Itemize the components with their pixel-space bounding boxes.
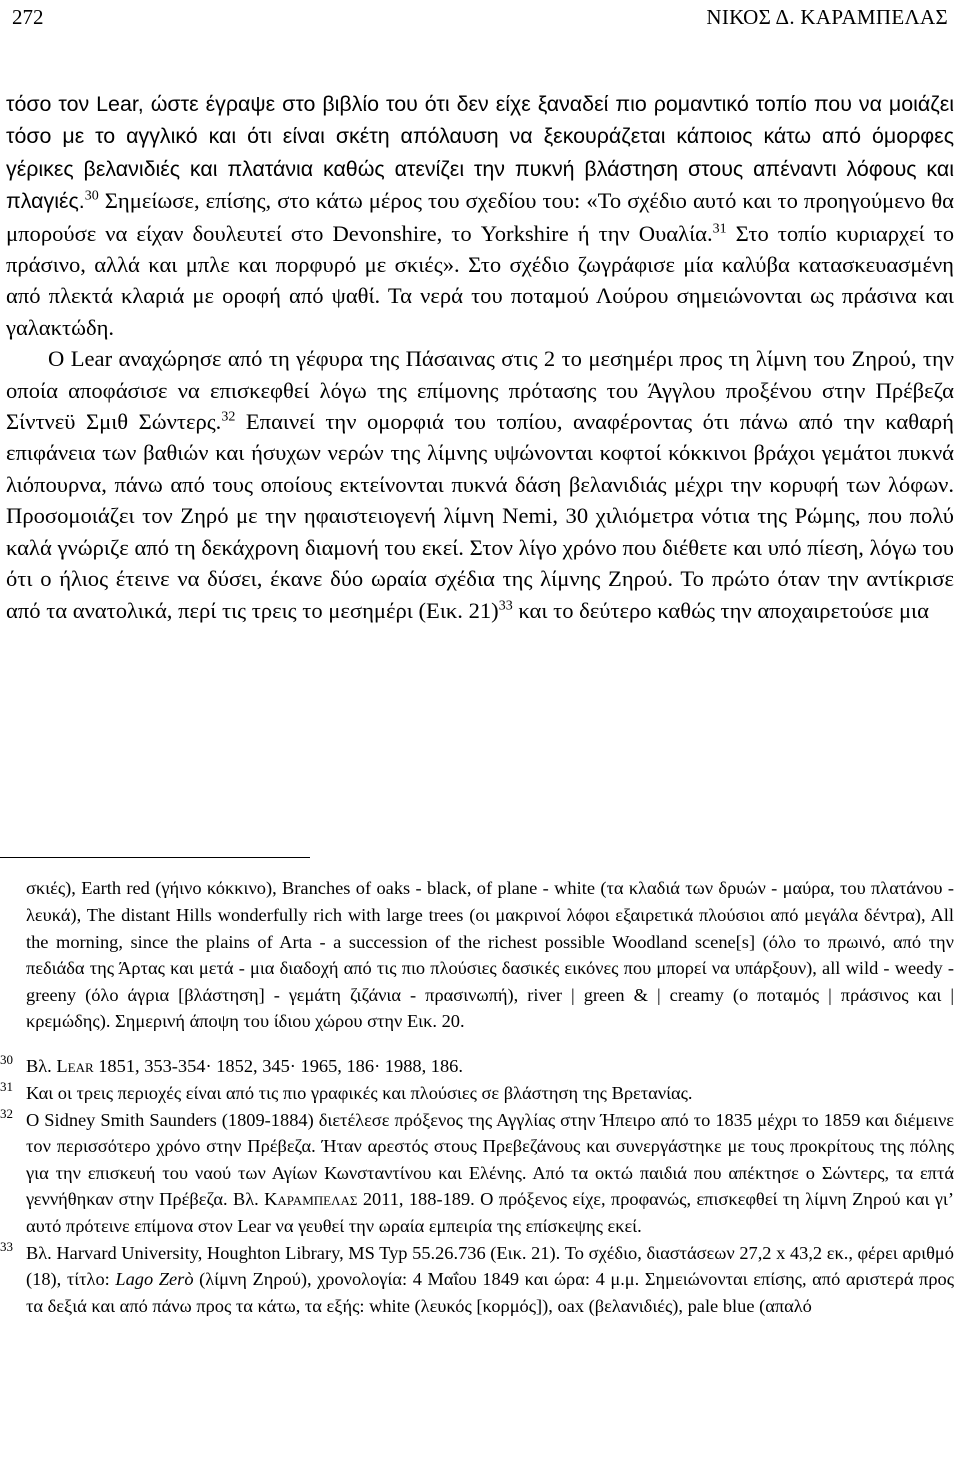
footnote-number-33: 33 — [0, 1238, 13, 1254]
footnote-continuation — [6, 875, 954, 1035]
running-head: ΝΙΚΟΣ Δ. ΚΑΡΑΜΠΕΛΑΣ — [706, 5, 948, 29]
paragraph-2 — [6, 343, 954, 626]
footnotes — [0, 857, 954, 1319]
paragraph-1-part-3: Στο τοπίο κυριαρχεί το πράσινο, αλλά και μπλε και πορφυρό με σκιές». — [6, 220, 955, 278]
footnote-number-32: 32 — [0, 1105, 13, 1121]
footnote-ref-31[interactable]: 31 — [712, 221, 727, 237]
footnote-ref-32[interactable]: 32 — [221, 409, 236, 425]
paragraph-2-part-1: Ο Lear αναχώρησε από τη γέφυρα της Πάσαινας στις 2 το μεσημέρι προς τη λίμνη του Ζηρού, την οποία αποφάσισε να επισκεφθεί λόγω της επίμονης πρότασης του Άγγλου προξένου στην Πρέβεζα Σίντνεϋ Σμιθ Σώντερς. — [6, 346, 954, 435]
paragraph-2-part-3: και το δεύτερο καθώς την αποχαιρετούσε μια — [518, 597, 929, 623]
paragraph-1-part-4: Στο σχέδιο ζωγράφισε μία καλύβα κατασκευασμένη από πλεκτά κλαριά με οροφή από ψαθί. Τα νερά του ποταμού Λούρου σημειώνονται ως πράσινα και γαλακτώδη. — [6, 252, 954, 340]
footnote-33 — [0, 1238, 954, 1320]
footnote-number-31: 31 — [0, 1078, 13, 1094]
page-number: 272 — [12, 5, 44, 29]
footnote-30-post: 1851, 353-354· 1852, 345· 1965, 186· 1988, 186. — [98, 1056, 463, 1077]
footnote-32-post: 2011, 188-189. Ο πρόξενος είχε, προφανώς, επισκεφθεί τη λίμνη Ζηρού και γι’ αυτό πρότεινε επίμονα στον Lear να γευθεί την ωραία εμπειρία της επίσκεψης εκεί. — [26, 1189, 954, 1236]
footnote-ref-33[interactable]: 33 — [498, 598, 513, 614]
footnote-30-author: Lear — [56, 1056, 94, 1077]
footnote-32-pre: Ο Sidney Smith Saunders (1809-1884) διετέλεσε πρόξενος της Αγγλίας στην Ήπειρο από το 1835 μέχρι το 1859 και διέμεινε τον περισσότερο χρόνο στην Πρέβεζα. Ήταν αρεστός στους Πρεβεζάνους και συνεργάστηκε με τους προκρίτους της πόλης για την επισκευή του ναού των Αγίων Κωνσταντίνου και Ελένης. Από τα οκτώ παιδιά που απέκτησε ο Σώντερς, τα επτά γεννήθηκαν στην Πρέβεζα. Βλ. — [26, 1109, 954, 1210]
paragraph-1-part-2: Σημείωσε, επίσης, στο κάτω μέρος του σχεδίου του: «Το σχέδιο αυτό και το προηγούμενο θα μπορούσε να είχαν δουλευτεί στο Devonshire, το Yorkshire ή την Ουαλία. — [6, 188, 954, 246]
footnote-ref-30[interactable]: 30 — [84, 188, 99, 204]
footnote-number-30: 30 — [0, 1052, 13, 1068]
footnote-32 — [0, 1105, 954, 1240]
footnote-32-author: Καραμπελας — [264, 1189, 358, 1210]
footnote-30-pre: Βλ. — [26, 1056, 52, 1077]
footnote-continuation-text: σκιές), Earth red (γήινο κόκκινο), Branches of oaks - black, of plane - white (τα κλαδιά των δρυών - μαύρα, του πλατάνου - λευκά), The distant Hills wonderfully rich with large trees (οι μακρινοί λόφοι εξαιρετικά πλούσιοι από μεγάλα δέντρα), All the morning, since the plains of Arta - a succession of the richest possible Woodland scene[s] (όλο το πρωινό, από την πεδιάδα της Άρτας και μετά - μια διαδοχή από τις πιο πλούσιες δασικές εικόνες που μπορεί να υπάρξουν), all wild - weedy - greeny (όλο άγρια [βλάστηση] - γεμάτη ζιζάνια - πρασινωπή), river | green & | creamy (ο ποταμός | πράσινος και | κρεμώδης). Σημερινή άποψη του ίδιου χώρου στην Εικ. 20. — [26, 878, 954, 1032]
footnote-33-post: (λίμνη Ζηρού), χρονολογία: 4 Μαΐου 1849 και ώρα: 4 μ.μ. Σημειώνονται επίσης, από αριστερά προς τα δεξιά και από πάνω προς τα κάτω, τα εξής: white (λευκός [κορμός]), oax (βελανιδιές), pale blue (απαλό — [26, 1269, 954, 1316]
paragraph-2-part-2: Επαινεί την ομορφιά του τοπίου, αναφέροντας ότι πάνω από την καθαρή επιφάνεια των βαθιών και ήσυχων νερών της λίμνης υψώνονται κοφτοί κόκκινοι βράχοι γεμάτοι πυκνά λιόπουρνα, πάνω από τους οποίους εκτείνονται πυκνά δάση βελανιδιάς μέχρι την κορυφή των λόφων. Προσομοιάζει τον Ζηρό με την ηφαιστειογενή λίμνη Nemi, 30 χιλιόμετρα νότια της Ρώμης, που πολύ καλά γνώριζε από τη δεκάχρονη διαμονή του εκεί. Στον λίγο χρόνο που διέθετε και υπό πίεση, λόγω του ότι ο ήλιος έτεινε να δύσει, έκανε δύο ωραία σχέδια της λίμνης Ζηρού. Το πρώτο όταν την αντίκρισε από τα ανατολικά, περί τις τρεις το μεσημέρι (Εικ. 21) — [6, 409, 954, 623]
footnote-31 — [0, 1078, 954, 1107]
paragraph-1-part-1: τόσο τον Lear, ώστε έγραψε στο βιβλίο του ότι δεν είχε ξαναδεί πιο ρομαντικό τοπίο που να μοιάζει τόσο με το αγγλικό και ότι είναι σκέτη απόλαυση να ξεκουράζεται κάποιος κάτω από όμορφες γέρικες βελανιδιές και πλατάνια καθώς ατενίζει την πυκνή βλάστηση στους απέναντι λόφους και πλαγιές. — [6, 92, 954, 214]
footnote-33-pre: Βλ. Harvard University, Houghton Library, MS Typ 55.26.736 (Εικ. 21). Το σχέδιο, διαστάσεων 27,2 x 43,2 εκ., φέρει αριθμό (18), τίτλο: — [26, 1242, 954, 1290]
main-text — [6, 88, 954, 626]
page-header — [12, 5, 948, 35]
footnote-31-text: Και οι τρεις περιοχές είναι από τις πιο γραφικές και πλούσιες σε βλάστηση της Βρετανίας. — [26, 1082, 693, 1103]
footnote-30 — [0, 1052, 954, 1080]
footnote-33-title: Lago Zerò — [115, 1269, 194, 1290]
paragraph-1 — [6, 88, 954, 343]
